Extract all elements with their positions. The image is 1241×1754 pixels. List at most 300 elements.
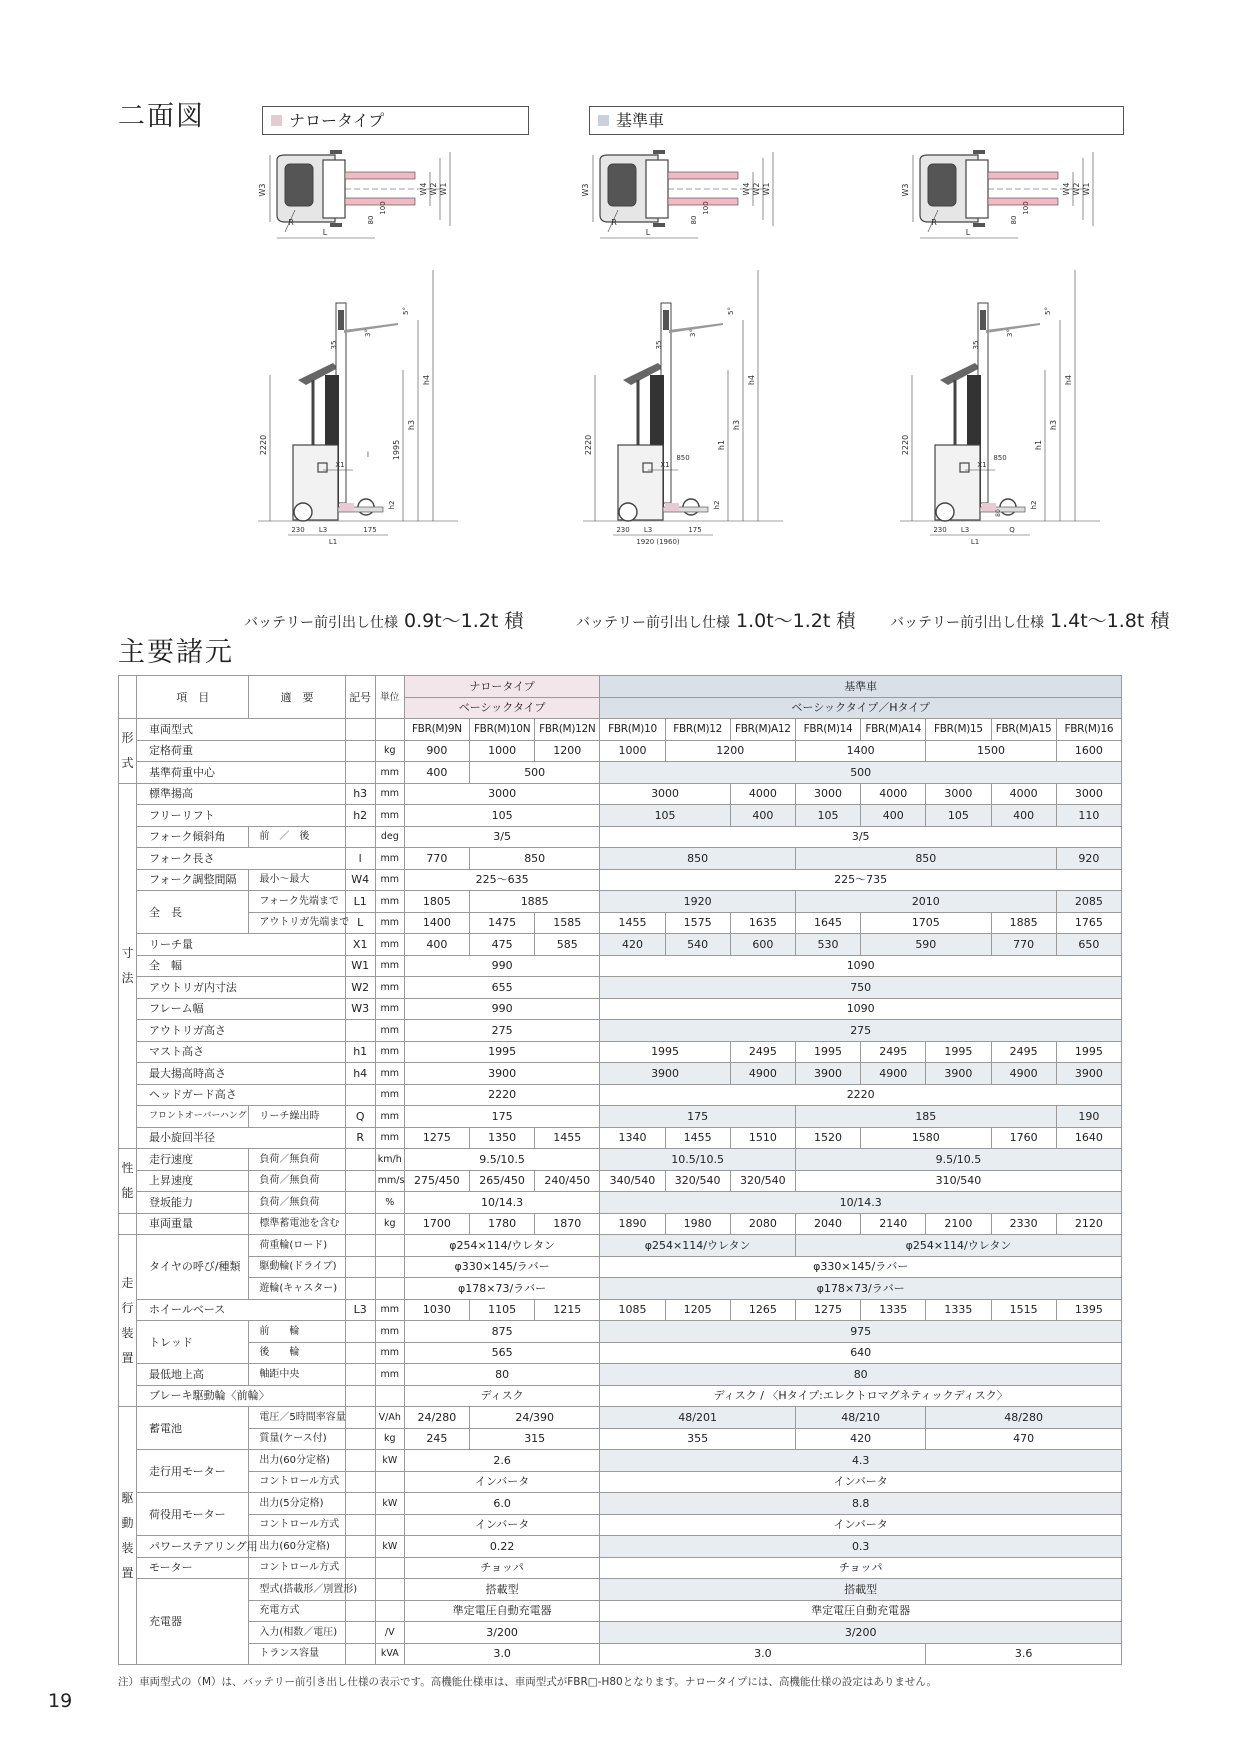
value-cell: 1805 <box>404 891 469 913</box>
value-cell: 500 <box>600 762 1122 784</box>
value-cell: 1995 <box>404 1041 600 1063</box>
value-cell: 975 <box>600 1321 1122 1343</box>
rear-wheel <box>294 503 312 521</box>
dim-label-w3: W3 <box>901 183 910 197</box>
value-cell: 600 <box>730 934 795 956</box>
value-cell: 1765 <box>1056 912 1121 934</box>
row-unit <box>375 1235 404 1257</box>
category-cell: 形式 <box>119 719 137 784</box>
dim-label-230: 230 <box>933 526 947 534</box>
table-row <box>119 1170 1122 1192</box>
dim-label-100: 100 <box>702 201 710 215</box>
row-symbol <box>345 1600 375 1622</box>
dim-label-x1: X1 <box>977 461 987 469</box>
caption-capacity: 1.0t〜1.2t 積 <box>736 610 856 632</box>
value-cell: 3000 <box>404 783 600 805</box>
row-symbol: l <box>345 848 375 870</box>
dim-label-angle-1: 3° <box>364 329 372 337</box>
specs-title: 主要諸元 <box>118 637 234 668</box>
dim-label-h2: h2 <box>388 500 396 510</box>
driver-seat <box>285 164 313 206</box>
caption-prefix: バッテリー前引出し仕様 <box>244 615 398 631</box>
value-cell: 2010 <box>795 891 1056 913</box>
row-symbol <box>345 1321 375 1343</box>
value-cell: 585 <box>535 934 600 956</box>
value-cell: 1400 <box>795 740 925 762</box>
dim-label-175: 175 <box>363 526 377 534</box>
dim-label-l1: L1 <box>328 538 338 546</box>
row-summary: 標準蓄電池を含む <box>249 1213 345 1235</box>
value-cell: 1510 <box>730 1127 795 1149</box>
row-summary: 最小〜最大 <box>249 869 345 891</box>
value-cell: 245 <box>404 1428 469 1450</box>
row-label: 基準荷重中心 <box>137 762 346 784</box>
row-summary: 負荷／無負荷 <box>249 1149 345 1171</box>
top-view-narrow <box>258 150 495 265</box>
dim-label-l: L <box>965 228 971 237</box>
row-symbol <box>345 1643 375 1665</box>
value-cell: 1640 <box>1056 1127 1121 1149</box>
row-summary: 負荷／無負荷 <box>249 1170 345 1192</box>
value-cell: 850 <box>795 848 1056 870</box>
row-unit <box>375 1471 404 1493</box>
value-cell: 530 <box>795 934 860 956</box>
dim-label-angle-2: 5° <box>727 307 735 315</box>
value-cell: 24/390 <box>470 1407 600 1429</box>
row-unit: mm <box>375 1106 404 1128</box>
value-cell: 3/200 <box>600 1622 1122 1644</box>
dim-label-80: 80 <box>690 215 698 225</box>
row-label: フロントオーバーハング <box>137 1106 249 1128</box>
row-symbol <box>345 1342 375 1364</box>
dim-label-r: R <box>611 218 617 227</box>
value-cell: 275 <box>404 1020 600 1042</box>
mast-frame <box>966 160 988 218</box>
value-cell: 470 <box>926 1428 1122 1450</box>
model-name: FBR(M)14 <box>795 719 860 741</box>
standard-type-label <box>589 106 1124 135</box>
value-cell: φ254×114/ウレタン <box>404 1235 600 1257</box>
category-cell: 走行装置 <box>119 1235 137 1407</box>
value-cell: 0.3 <box>600 1536 1122 1558</box>
value-cell: 1455 <box>600 912 665 934</box>
value-cell: 400 <box>861 805 926 827</box>
value-cell: ディスク / 〈Hタイプ:エレクトロマグネティックディスク〉 <box>600 1385 1122 1407</box>
raised-carriage <box>980 310 986 330</box>
value-cell: 9.5/10.5 <box>404 1149 600 1171</box>
model-name: FBR(M)12N <box>535 719 600 741</box>
table-row <box>119 1321 1122 1343</box>
value-cell: 2220 <box>600 1084 1122 1106</box>
row-unit: kW <box>375 1493 404 1515</box>
dim-label-x1: X1 <box>660 461 670 469</box>
rear-wheel <box>619 503 637 521</box>
header-item: 項 目 <box>137 676 249 719</box>
value-cell: 320/540 <box>730 1170 795 1192</box>
value-cell: 105 <box>926 805 991 827</box>
category-cell: 駆動装置 <box>119 1407 137 1665</box>
value-cell: 1000 <box>600 740 665 762</box>
value-cell: 1275 <box>404 1127 469 1149</box>
value-cell: 4900 <box>861 1063 926 1085</box>
wheel-top <box>653 150 665 154</box>
value-cell: 10/14.3 <box>600 1192 1122 1214</box>
table-row <box>119 1471 1122 1493</box>
top-view-standard-2 <box>901 150 1138 275</box>
value-cell: 320/540 <box>665 1170 730 1192</box>
value-cell: 1090 <box>600 955 1122 977</box>
row-summary: コントロール方式 <box>249 1557 345 1579</box>
dim-label-h3: h3 <box>732 419 741 431</box>
value-cell: 2220 <box>404 1084 600 1106</box>
fork-accent <box>665 503 679 511</box>
value-cell: 1585 <box>535 912 600 934</box>
value-cell: 175 <box>600 1106 796 1128</box>
row-unit: kg <box>375 1213 404 1235</box>
value-cell: 1475 <box>470 912 535 934</box>
value-cell: 1890 <box>600 1213 665 1235</box>
value-cell: チョッパ <box>600 1557 1122 1579</box>
row-unit: % <box>375 1192 404 1214</box>
row-unit: kg <box>375 1428 404 1450</box>
dim-label: W4 <box>742 182 751 196</box>
value-cell: 310/540 <box>795 1170 1121 1192</box>
table-row <box>119 998 1122 1020</box>
value-cell: 105 <box>600 805 730 827</box>
dim-label: W1 <box>1082 182 1091 196</box>
row-symbol: h2 <box>345 805 375 827</box>
value-cell: 420 <box>600 934 665 956</box>
table-row <box>119 934 1122 956</box>
wheel-bottom <box>330 223 342 227</box>
table-row <box>119 1299 1122 1321</box>
table-row <box>119 1364 1122 1386</box>
value-cell: 400 <box>404 934 469 956</box>
dim-label: W2 <box>752 182 761 196</box>
row-unit: mm <box>375 955 404 977</box>
value-cell: 1105 <box>470 1299 535 1321</box>
value-cell: 640 <box>600 1342 1122 1364</box>
value-cell: インバータ <box>404 1471 600 1493</box>
row-symbol <box>345 740 375 762</box>
row-symbol <box>345 1514 375 1536</box>
dim-label-35: 35 <box>330 340 338 350</box>
model-name: FBR(M)A15 <box>991 719 1056 741</box>
row-symbol <box>345 1622 375 1644</box>
dim-label-h2: h2 <box>713 500 721 510</box>
row-label: ヘッドガード高さ <box>137 1084 346 1106</box>
row-label: 全 幅 <box>137 955 346 977</box>
value-cell: 105 <box>404 805 600 827</box>
category-cell <box>119 1213 137 1235</box>
value-cell: 2085 <box>1056 891 1121 913</box>
caption-narrow <box>244 606 523 633</box>
value-cell: 4000 <box>991 783 1056 805</box>
row-symbol <box>345 1557 375 1579</box>
dim-label-h4: h4 <box>422 374 431 386</box>
value-cell: 400 <box>404 762 469 784</box>
value-cell: 1350 <box>470 1127 535 1149</box>
value-cell: 1000 <box>470 740 535 762</box>
row-unit: kg <box>375 740 404 762</box>
row-label: 充電器 <box>137 1579 249 1665</box>
value-cell: 3000 <box>1056 783 1121 805</box>
value-cell: 4000 <box>730 783 795 805</box>
value-cell: 315 <box>470 1428 600 1450</box>
value-cell: 275 <box>600 1020 1122 1042</box>
value-cell: 3/5 <box>600 826 1122 848</box>
wheel-bottom <box>973 223 985 227</box>
row-summary: 前 ／ 後 <box>249 826 345 848</box>
value-cell: 355 <box>600 1428 796 1450</box>
table-row <box>119 1600 1122 1622</box>
value-cell: φ178×73/ラバー <box>404 1278 600 1300</box>
row-summary: 前 輪 <box>249 1321 345 1343</box>
value-cell: 1980 <box>665 1213 730 1235</box>
value-cell: 準定電圧自動充電器 <box>600 1600 1122 1622</box>
row-label: 走行用モーター <box>137 1450 249 1493</box>
dim-label-angle-2: 5° <box>402 307 410 315</box>
table-row <box>119 1493 1122 1515</box>
value-cell: 1995 <box>795 1041 860 1063</box>
value-cell: 650 <box>1056 934 1121 956</box>
row-summary: 型式(搭載形／別置形) <box>249 1579 345 1601</box>
table-row <box>119 1235 1122 1257</box>
value-cell: 1335 <box>926 1299 991 1321</box>
row-label: トレッド <box>137 1321 249 1364</box>
rear-wheel <box>936 503 954 521</box>
value-cell: 265/450 <box>470 1170 535 1192</box>
row-summary: 負荷／無負荷 <box>249 1192 345 1214</box>
model-name: FBR(M)10N <box>470 719 535 741</box>
dim-label-r: R <box>931 218 937 227</box>
value-cell: 9.5/10.5 <box>795 1149 1121 1171</box>
value-cell: 4900 <box>730 1063 795 1085</box>
value-cell: φ254×114/ウレタン <box>600 1235 796 1257</box>
row-symbol <box>345 1536 375 1558</box>
value-cell: 475 <box>470 934 535 956</box>
row-summary: コントロール方式 <box>249 1471 345 1493</box>
value-cell: 2.6 <box>404 1450 600 1472</box>
dim-label-l: l <box>367 451 369 459</box>
value-cell: 1645 <box>795 912 860 934</box>
value-cell: 3900 <box>795 1063 860 1085</box>
dim-label-l: L <box>322 228 328 237</box>
row-label: リーチ量 <box>137 934 346 956</box>
table-row <box>119 762 1122 784</box>
dim-label-1995: 1995 <box>392 439 401 461</box>
caption-prefix: バッテリー前引出し仕様 <box>576 615 730 631</box>
value-cell: 80 <box>404 1364 600 1386</box>
table-row <box>119 1450 1122 1472</box>
row-summary: 出力(60分定格) <box>249 1450 345 1472</box>
table-row <box>119 1342 1122 1364</box>
table-row <box>119 826 1122 848</box>
row-symbol: X1 <box>345 934 375 956</box>
row-label: 全 長 <box>137 891 249 934</box>
narrow-type-label <box>262 106 529 135</box>
value-cell: 750 <box>600 977 1122 999</box>
wheel-top <box>973 150 985 154</box>
value-cell: 1870 <box>535 1213 600 1235</box>
value-cell: 1700 <box>404 1213 469 1235</box>
dim-label-175: 175 <box>688 526 702 534</box>
row-label: フレーム幅 <box>137 998 346 1020</box>
top-view-standard-1 <box>581 150 818 265</box>
value-cell: 80 <box>600 1364 1122 1386</box>
value-cell: 2495 <box>991 1041 1056 1063</box>
table-row <box>119 1020 1122 1042</box>
row-unit <box>375 1579 404 1601</box>
value-cell: 2120 <box>1056 1213 1121 1235</box>
row-summary: 遊輪(キャスター) <box>249 1278 345 1300</box>
value-cell: 175 <box>404 1106 600 1128</box>
model-name: FBR(M)A14 <box>861 719 926 741</box>
raised-carriage <box>338 310 344 330</box>
row-unit <box>375 1278 404 1300</box>
value-cell: 3/5 <box>404 826 600 848</box>
value-cell: 1090 <box>600 998 1122 1020</box>
dim-label-2220: 2220 <box>259 434 268 456</box>
value-cell: 1335 <box>861 1299 926 1321</box>
table-row <box>119 977 1122 999</box>
row-summary: 充電方式 <box>249 1600 345 1622</box>
dim-label-angle-1: 3° <box>1006 329 1014 337</box>
table-row <box>119 1643 1122 1665</box>
row-symbol <box>345 1385 375 1407</box>
dim-label: W4 <box>1062 182 1071 196</box>
row-unit: mm <box>375 1084 404 1106</box>
value-cell: 3000 <box>795 783 860 805</box>
value-cell: 1515 <box>991 1299 1056 1321</box>
row-unit <box>375 1256 404 1278</box>
dim-label: W2 <box>429 182 438 196</box>
row-symbol <box>345 1428 375 1450</box>
dim-label-h1: h1 <box>1034 439 1043 451</box>
row-label: タイヤの呼び/種類 <box>137 1235 249 1300</box>
row-symbol: L3 <box>345 1299 375 1321</box>
value-cell: 1995 <box>600 1041 730 1063</box>
value-cell: 1395 <box>1056 1299 1121 1321</box>
value-cell: 準定電圧自動充電器 <box>404 1600 600 1622</box>
model-name: FBR(M)10 <box>600 719 665 741</box>
row-label: フリーリフト <box>137 805 346 827</box>
side-view-standard-1 <box>583 285 828 600</box>
value-cell: 105 <box>795 805 860 827</box>
value-cell: 48/201 <box>600 1407 796 1429</box>
row-summary: トランス容量 <box>249 1643 345 1665</box>
row-unit: mm/s <box>375 1170 404 1192</box>
caption-standard-2 <box>890 606 1169 633</box>
driver-seat <box>928 164 956 206</box>
row-symbol: h4 <box>345 1063 375 1085</box>
value-cell: 1215 <box>535 1299 600 1321</box>
value-cell: 1265 <box>730 1299 795 1321</box>
row-symbol <box>345 1278 375 1300</box>
row-summary: 出力(60分定格) <box>249 1536 345 1558</box>
table-row <box>119 1385 1122 1407</box>
value-cell: インバータ <box>404 1514 600 1536</box>
dim-label-2220: 2220 <box>901 434 910 456</box>
row-symbol <box>345 1192 375 1214</box>
standard-color-square <box>598 115 609 126</box>
value-cell: 225〜635 <box>404 869 600 891</box>
dim-label-100: 100 <box>1022 201 1030 215</box>
row-summary: 後 輪 <box>249 1342 345 1364</box>
row-label: アウトリガ高さ <box>137 1020 346 1042</box>
dim-label-x1: X1 <box>335 461 345 469</box>
value-cell: 1580 <box>861 1127 991 1149</box>
value-cell: 850 <box>470 848 600 870</box>
value-cell: 655 <box>404 977 600 999</box>
table-row <box>119 1622 1122 1644</box>
dim-label-2220: 2220 <box>584 434 593 456</box>
row-summary: コントロール方式 <box>249 1514 345 1536</box>
value-cell: 2080 <box>730 1213 795 1235</box>
row-symbol <box>345 1020 375 1042</box>
value-cell: 110 <box>1056 805 1121 827</box>
value-cell: 3000 <box>600 783 730 805</box>
caption-capacity: 1.4t〜1.8t 積 <box>1050 610 1170 632</box>
value-cell: 8.8 <box>600 1493 1122 1515</box>
dim-label-l3: L3 <box>643 526 653 534</box>
value-cell: 1205 <box>665 1299 730 1321</box>
table-row <box>119 1127 1122 1149</box>
value-cell: φ178×73/ラバー <box>600 1278 1122 1300</box>
dim-label-angle-2: 5° <box>1044 307 1052 315</box>
value-cell: 2495 <box>730 1041 795 1063</box>
row-symbol <box>345 1256 375 1278</box>
row-unit: /V <box>375 1622 404 1644</box>
side-view-standard-2 <box>900 285 1145 600</box>
row-symbol <box>345 1364 375 1386</box>
fork-upper <box>988 172 1058 179</box>
narrow-type-text: ナロータイプ <box>289 111 385 130</box>
fork-accent <box>982 503 996 511</box>
table-row <box>119 891 1122 913</box>
value-cell: 920 <box>1056 848 1121 870</box>
row-summary: 軸距中央 <box>249 1364 345 1386</box>
row-symbol: R <box>345 1127 375 1149</box>
value-cell: 225〜735 <box>600 869 1122 891</box>
dim-label-230: 230 <box>616 526 630 534</box>
value-cell: 4000 <box>861 783 926 805</box>
value-cell: 3.0 <box>404 1643 600 1665</box>
value-cell: 770 <box>404 848 469 870</box>
value-cell: 1455 <box>535 1127 600 1149</box>
table-row <box>119 1536 1122 1558</box>
dim-label-35: 35 <box>655 340 663 350</box>
row-label: パワーステアリング用 <box>137 1536 249 1558</box>
value-cell: 1885 <box>470 891 600 913</box>
dim-label-80: 80 <box>1010 215 1018 225</box>
value-cell: 990 <box>404 998 600 1020</box>
row-symbol: h1 <box>345 1041 375 1063</box>
table-row <box>119 740 1122 762</box>
side-view-narrow <box>258 285 503 600</box>
value-cell: 3.6 <box>926 1643 1122 1665</box>
row-label: 蓄電池 <box>137 1407 249 1450</box>
row-unit: mm <box>375 805 404 827</box>
row-unit: mm <box>375 1342 404 1364</box>
mast-frame <box>646 160 668 218</box>
row-unit: mm <box>375 977 404 999</box>
fork-upper <box>668 172 738 179</box>
table-header-row <box>119 676 1122 698</box>
row-unit: mm <box>375 1321 404 1343</box>
dim-label-h2: h2 <box>1030 500 1038 510</box>
row-unit: kW <box>375 1536 404 1558</box>
